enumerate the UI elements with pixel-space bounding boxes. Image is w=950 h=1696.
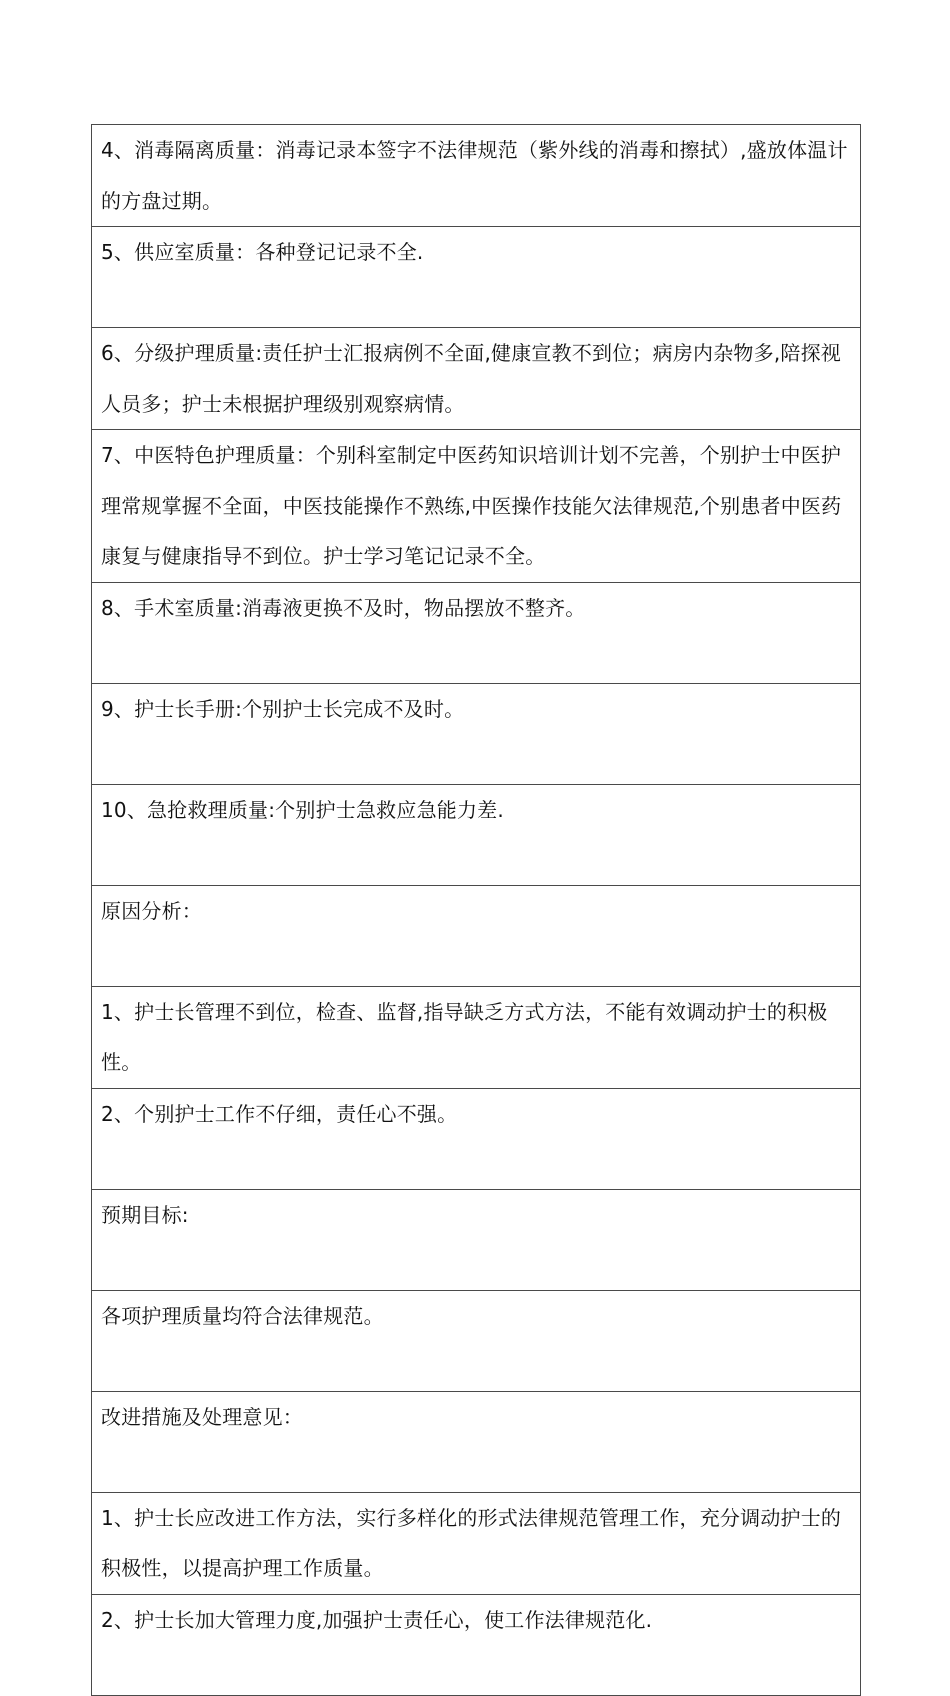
table-cell-text: 7、中医特色护理质量：个别科室制定中医药知识培训计划不完善，个别护士中医护理常规掌握不全面，中医技能操作不熟练,中医操作技能欠法律规范,个别患者中医药康复与健康指导不到位。护士学习笔记记录不全。 bbox=[92, 430, 861, 583]
table-row bbox=[92, 430, 861, 583]
table-cell-text: 1、护士长应改进工作方法，实行多样化的形式法律规范管理工作，充分调动护士的积极性，以提高护理工作质量。 bbox=[92, 1492, 861, 1594]
table-row bbox=[92, 784, 861, 885]
table-cell-text: 2、护士长加大管理力度,加强护士责任心，使工作法律规范化. bbox=[92, 1594, 861, 1695]
table-cell-text: 5、供应室质量：各种登记记录不全. bbox=[92, 227, 861, 328]
table-cell-text: 10、急抢救理质量:个别护士急救应急能力差. bbox=[92, 784, 861, 885]
table-body bbox=[92, 125, 861, 1696]
table-row bbox=[92, 1391, 861, 1492]
table-row bbox=[92, 683, 861, 784]
document-table bbox=[91, 124, 861, 1696]
table-cell-text: 1、护士长管理不到位，检查、监督,指导缺乏方式方法，不能有效调动护士的积极性。 bbox=[92, 986, 861, 1088]
table-cell-text: 6、分级护理质量:责任护士汇报病例不全面,健康宣教不到位；病房内杂物多,陪探视人员多；护士未根据护理级别观察病情。 bbox=[92, 328, 861, 430]
table-row bbox=[92, 1088, 861, 1189]
table-row bbox=[92, 328, 861, 430]
table-row bbox=[92, 125, 861, 227]
table-row bbox=[92, 986, 861, 1088]
table-row bbox=[92, 582, 861, 683]
table-cell-text: 9、护士长手册:个别护士长完成不及时。 bbox=[92, 683, 861, 784]
table-cell-text: 8、手术室质量:消毒液更换不及时，物品摆放不整齐。 bbox=[92, 582, 861, 683]
table-cell-text: 改进措施及处理意见： bbox=[92, 1391, 861, 1492]
table-cell-text: 各项护理质量均符合法律规范。 bbox=[92, 1290, 861, 1391]
table-cell-text: 原因分析： bbox=[92, 885, 861, 986]
table-row bbox=[92, 1189, 861, 1290]
table-cell-text: 4、消毒隔离质量：消毒记录本签字不法律规范（紫外线的消毒和擦拭）,盛放体温计的方盘过期。 bbox=[92, 125, 861, 227]
table-cell-text: 预期目标: bbox=[92, 1189, 861, 1290]
table-row bbox=[92, 1492, 861, 1594]
table-row bbox=[92, 1290, 861, 1391]
table-row bbox=[92, 227, 861, 328]
table-row bbox=[92, 885, 861, 986]
table-row bbox=[92, 1594, 861, 1695]
table-cell-text: 2、个别护士工作不仔细，责任心不强。 bbox=[92, 1088, 861, 1189]
